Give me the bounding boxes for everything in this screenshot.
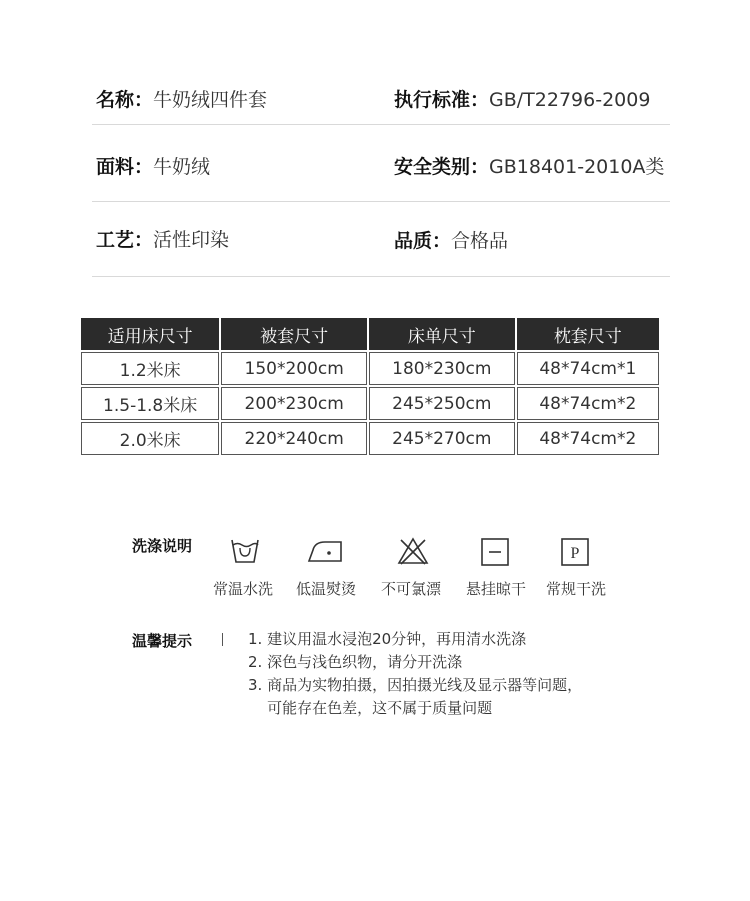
hand-wash-icon [230,536,260,566]
spec-row-2 [92,124,670,202]
spec-standard [394,85,650,112]
tip-line: 2. 深色与浅色织物，请分开洗涤 [248,653,463,671]
spec-value: 活性印染 [153,229,230,251]
table-cell: 48*74cm*2 [517,387,659,420]
spec-key: 执行标准： [394,89,490,111]
table-header-row [81,318,659,350]
table-row [81,352,659,385]
table-cell: 245*270cm [369,422,515,455]
table-cell: 180*230cm [369,352,515,385]
spec-row-1 [92,52,670,125]
no-bleach-icon [396,536,430,566]
column-header: 适用床尺寸 [81,318,219,350]
size-table [79,316,661,457]
spec-fabric [96,152,210,179]
care-label: 常规干洗 [545,580,606,598]
spec-key: 面料： [96,156,154,178]
table-cell: 220*240cm [221,422,367,455]
care-title: 洗涤说明 [132,537,193,555]
table-cell: 48*74cm*2 [517,422,659,455]
spec-value: 牛奶绒 [153,156,211,178]
tip-line: 1. 建议用温水浸泡20分钟，再用清水洗涤 [248,630,527,648]
care-label: 常温水洗 [212,580,273,598]
spec-name [96,85,267,112]
table-cell: 2.0米床 [81,422,219,455]
spec-key: 名称： [96,89,154,111]
tip-line: 3. 商品为实物拍摄，因拍摄光线及显示器等问题， [248,676,583,694]
spec-row-3 [92,201,670,277]
table-cell: 48*74cm*1 [517,352,659,385]
spec-process [96,225,229,252]
table-cell: 245*250cm [369,387,515,420]
care-label: 悬挂晾干 [465,580,526,598]
table-cell: 200*230cm [221,387,367,420]
table-row [81,422,659,455]
table-cell: 1.2米床 [81,352,219,385]
dry-clean-icon [560,537,590,567]
spec-key: 安全类别： [394,156,490,178]
tip-line: 可能存在色差，这不属于质量问题 [248,699,493,717]
table-cell: 150*200cm [221,352,367,385]
column-header: 床单尺寸 [369,318,515,350]
tips-title: 温馨提示 [132,632,193,650]
tips-divider [222,633,223,646]
hang-dry-icon [480,537,510,567]
care-label: 低温熨烫 [295,580,356,598]
spec-value: GB18401-2010A类 [489,156,665,178]
table-row [81,387,659,420]
spec-value: GB/T22796-2009 [489,89,651,111]
table-cell: 1.5-1.8米床 [81,387,219,420]
svg-text:P: P [570,545,580,562]
spec-safety [394,152,664,179]
spec-quality [394,226,508,253]
spec-value: 牛奶绒四件套 [153,89,268,111]
column-header: 被套尺寸 [221,318,367,350]
care-label: 不可氯漂 [380,580,441,598]
spec-key: 品质： [394,230,452,252]
spec-value: 合格品 [451,230,509,252]
column-header: 枕套尺寸 [517,318,659,350]
spec-key: 工艺： [96,229,154,251]
low-iron-icon [307,536,343,566]
